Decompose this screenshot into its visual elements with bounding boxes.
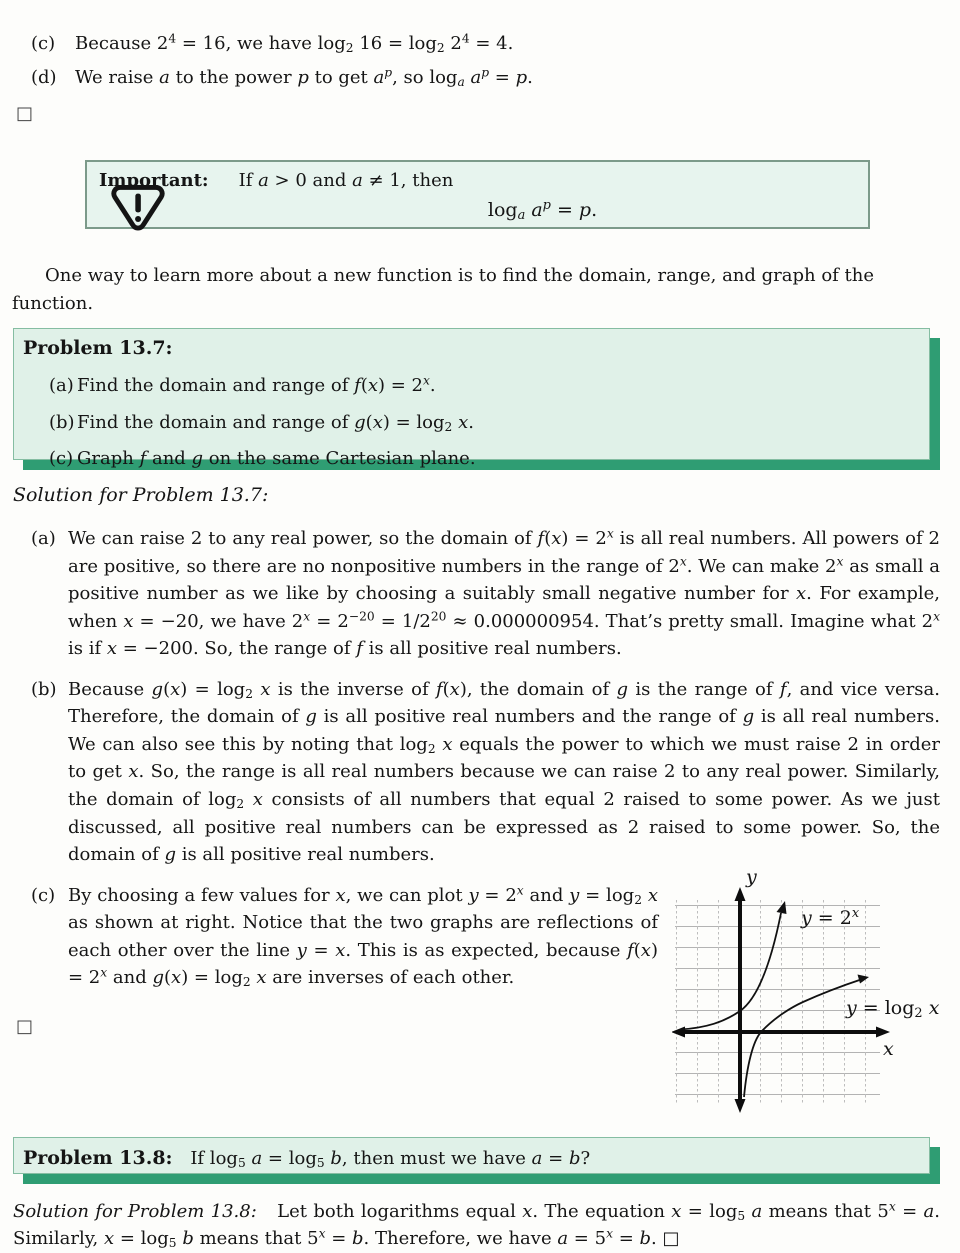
part-text: By choosing a few values for x, we can plot $y = 2^x$ and $y = \log_2 x$ as shown at right. Notice that the two graphs are reflections of each other over the line y = x. This is as expected, because $f(x) = 2^x$ and $g(x) = \log_2 x$ are inverses of each other. [68,882,658,990]
curve-logarithm-label: $y = \log_2 x$ [846,996,940,1021]
part-marker: (b) [31,678,57,700]
part-marker: (a) [31,528,56,550]
important-equation: $\log_a a^p = p$. [487,197,598,223]
x-axis-label: x [883,1037,894,1060]
part-text: Find the domain and range of $f(x) = 2^x$. [77,373,436,397]
item-marker: (d) [31,66,57,88]
solution-part-a [12,525,940,663]
problem-13-8-text: If $\log_5 a = \log_5 b$, then must we have a = b? [190,1147,591,1170]
problem-part-c [23,445,917,473]
part-text: Find the domain and range of $g(x) = \log_2 x$. [77,411,474,434]
intro-item-c [12,30,940,58]
problem-13-8-title: Problem 13.8: [23,1146,173,1169]
solution-part-c [12,882,940,992]
solution-13-8-text: Let both logarithms equal x. The equation $x = \log_5 a$ means that $5^x = a$. Similarly, $x = \log_5 b$ means that $5^x = b$. Therefore, we have $a = 5^x = b$. □ [13,1198,940,1251]
problem-part-b [23,409,917,437]
item-marker: (c) [31,33,56,54]
important-label: Important: [99,170,209,192]
important-header [99,167,856,195]
part-marker: (a) [49,375,74,397]
important-condition: If a > 0 and a ≠ 1, then [238,170,454,192]
part-text: We can raise 2 to any real power, so the domain of $f(x) = 2^x$ is all real numbers. All powers of 2 are positive, so there are no nonpositive numbers in the range of 2$^x$. We can make 2$^x$ as small a positive number as we like by choosing a suitably small negative number for x. For example, when x = −20, we have $2^x = 2^{-20} = 1/2^{20} \approx 0.000000954$. That’s pretty small. Imagine what 2$^x$ is if x = −200. So, the range of f is all positive real numbers. [68,526,941,660]
y-axis-arrow-down [735,1099,746,1113]
solution-13-8 [13,1198,940,1253]
item-text: We raise a to the power p to get $a^p$, so $\log_a a^p = p$. [75,64,533,89]
part-marker: (c) [31,884,56,906]
solution-13-7-heading: Solution for Problem 13.7: [13,484,269,507]
problem-13-7-box [13,328,930,470]
solution-part-c-row [12,865,940,1120]
intro-item-d [12,64,940,92]
solution-part-b [12,676,940,869]
part-marker: (c) [49,448,74,470]
alert-exclamation-icon [111,183,165,240]
y-axis-label: y [746,865,757,888]
section-end-square: □ [16,103,34,125]
problem-13-7-title: Problem 13.7: [23,337,173,360]
curve-exponential-label: $y = 2^x$ [801,905,860,929]
section-end-square: □ [16,1015,34,1037]
important-callout [85,160,870,229]
part-text: Graph f and g on the same Cartesian plane. [77,448,476,470]
solution-13-8-heading: Solution for Problem 13.8: [13,1200,257,1222]
part-marker: (b) [49,411,75,433]
problem-13-8-box [13,1137,930,1174]
part-text: Because $g(x) = \log_2 x$ is the inverse of f(x), the domain of g is the range of f, and vice versa. Therefore, the domain of g is all positive real numbers and the range of g is all real numbers. We can also see this by noting that $\log_2 x$ equals the power to which we must raise 2 in order to get x. So, the range is all real numbers because we can raise 2 to any real power. Similarly, the domain of $\log_2 x$ consists of all numbers that equal 2 raised to some power. As we just discussed, all positive real numbers can be expressed as 2 raised to some power. So, the domain of g is all positive real numbers. [68,678,940,866]
intro-paragraph: One way to learn more about a new function is to find the domain, range, and graph of the function. [12,265,875,314]
item-text: Because $2^4 = 16$, we have $\log_2 16 = \log_2 2^4 = 4$. [75,31,514,56]
problem-part-a [23,372,917,400]
